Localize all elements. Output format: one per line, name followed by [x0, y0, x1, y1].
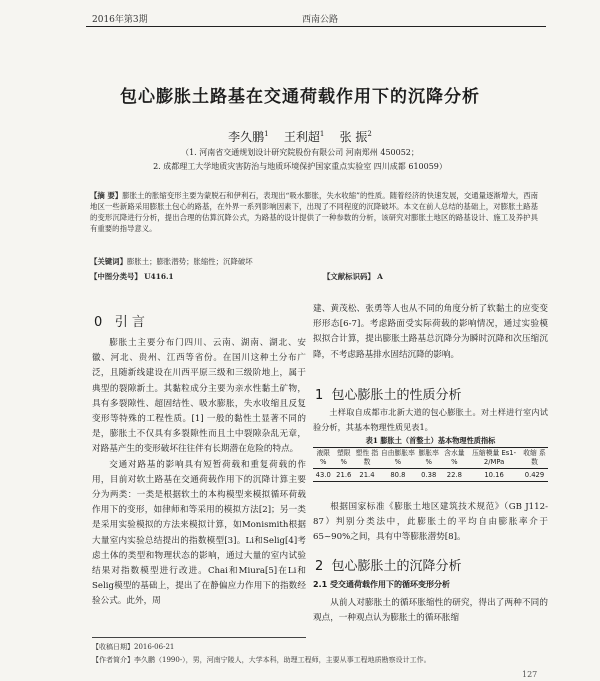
article-title: 包心膨胀土路基在交通荷载作用下的沉降分析 — [120, 87, 480, 107]
paragraph: 从前人对膨胀土的循环胀缩性的研究，得出了两种不同的观点，一种观点认为膨胀土的循环胀缩 — [313, 598, 548, 624]
table-header: 膨胀率 % — [416, 448, 442, 469]
classification-number — [90, 271, 174, 282]
paragraph: 建、黄茂松、张勇等人也从不同的角度分析了软黏土的应变变形形态[6-7]。考虑路面受实际荷载的影响情况，通过实验模拟拟合计算，提出膨胀土路基总沉降分为瞬时沉降和次压缩沉降，不考虑路基排水固结沉降的影响。 — [313, 304, 548, 360]
affiliation-1: （1. 河南省交通规划设计研究院股份有限公司 河南郑州 450052； — [181, 148, 419, 157]
keywords-label: 【关键词】 — [90, 257, 127, 266]
author-mark: 1 — [319, 130, 325, 138]
table-caption: 表1 膨胀土（首整土）基本物理性质指标 — [365, 436, 496, 445]
table-header: 塑性 指数 — [354, 448, 380, 469]
table-header: 塑限 % — [334, 448, 355, 469]
intro-continued — [313, 302, 548, 363]
document-code — [323, 271, 383, 282]
table-header: 液限 % — [313, 448, 334, 469]
classification-label: 【中图分类号】 — [90, 272, 142, 281]
section-heading-settlement — [315, 555, 462, 574]
paragraph: 土样取自成都市北新大道的包心膨胀土。对土样进行室内试验分析，其基本物理性质见表1。 — [313, 407, 548, 433]
table-cell: 21.4 — [354, 469, 380, 482]
table-header: 自由膨胀率 % — [380, 448, 416, 469]
paragraph: 交通对路基的影响具有短暂荷载和重复荷载的作用，目前对软土路基在交通荷载作用下的沉降计算主要分为两类：一类是根据软土的本构模型来模拟循环荷载作用下的变形，如律师和等采用的模拟方法[2]；另一类是采用实验模拟的方法来模拟计算，如Monismith根据大量室内实验总结提出的指数模型[3]。Li和Selig[4]考虑土体的类型和物理状态的影响，通过大量的室内试验结果对指数模型进行改进。Chai和Miura[5]在Li和Selig模型的基础上，提出了在静偏应力作用下的指数经验公式。此外，周 — [92, 459, 306, 607]
classification-value: U416.1 — [144, 272, 174, 281]
intro-body — [92, 336, 306, 610]
subsection-heading: 2.1 受交通荷载作用下的循环变形分析 — [313, 580, 450, 589]
settlement-paragraph — [313, 596, 548, 626]
header-rule — [86, 26, 546, 27]
footnote-rule — [92, 637, 306, 638]
doc-code-value: A — [377, 272, 383, 281]
section-title: 包心膨胀土的沉降分析 — [331, 559, 462, 574]
classification-paragraph — [313, 500, 548, 546]
author-name: 李久鹏 — [228, 130, 265, 144]
section-title: 包心膨胀土的性质分析 — [331, 388, 462, 403]
table-header: 压缩模量 Es1-2/MPa — [467, 448, 521, 469]
author-line — [0, 128, 600, 145]
section-number: 1 — [315, 388, 324, 403]
table-cell: 10.16 — [467, 469, 521, 482]
table-row — [313, 469, 548, 482]
table-header: 收缩 系数 — [521, 448, 548, 469]
properties-paragraph — [313, 405, 548, 435]
section-number: 2 — [315, 559, 324, 574]
doc-code-label: 【文献标识码】 — [323, 272, 375, 281]
author-mark: 2 — [367, 130, 372, 138]
abstract-label: 【摘 要】 — [90, 191, 123, 200]
affiliation-2: 2. 成都理工大学地质灾害防治与地质环境保护国家重点实验室 四川成都 610059） — [153, 162, 447, 171]
section-heading-properties — [315, 384, 462, 403]
abstract-text: 膨胀土的胀缩变形主要为蒙脱石和伊利石，表现出“吸水膨胀，失水收缩”的性质。随着经济的快速发展，交通量逐渐增大，西南地区一些新路采用膨胀土包心的路基，在外界一系列影响因素下，出现了不同程度的沉降破坏。本文在前人总结的基础上，对膨胀土路基的变形沉降进行分析，提出合理的估算沉降公式，为路基的设计提供了一种参数的分析，该研究对膨胀土地区的路基设计、施工及养护具有重要的指导意义。 — [90, 191, 539, 233]
table-cell: 43.0 — [313, 469, 334, 482]
table-cell: 80.8 — [380, 469, 416, 482]
keywords-text: 膨胀土；膨胀潜势；胀缩性；沉降破坏 — [126, 257, 253, 266]
author-mark: 1 — [264, 130, 269, 138]
footnote-received: 【收稿日期】2016-06-21 — [92, 643, 175, 651]
issue-label: 2016年第3期 — [92, 15, 148, 25]
footnote-author: 【作者简介】李久鹏（1990-），男，河南宁陵人，大学本科，助理工程师，主要从事工程地质勘察设计工作。 — [92, 656, 431, 664]
author-name: 张 振 — [339, 130, 368, 144]
author-name: 王利超 — [283, 130, 320, 144]
paragraph: 根据国家标准《膨胀土地区建筑技术规范》（GB J112-87）判别分类法中，此膨胀土的平均自由膨胀率介于65~90%之间，具有中等膨胀潜势[8]。 — [313, 502, 548, 543]
section-number: 0 — [94, 315, 103, 330]
table-cell: 22.8 — [442, 469, 468, 482]
table-cell: 0.38 — [416, 469, 442, 482]
table-cell: 21.6 — [334, 469, 355, 482]
keywords — [90, 256, 253, 267]
section-heading-intro — [94, 311, 145, 330]
journal-name: 西南公路 — [302, 15, 339, 25]
section-title: 引 言 — [114, 315, 145, 330]
table-cell: 0.429 — [521, 469, 548, 482]
table-header-row — [313, 448, 548, 469]
properties-table — [313, 447, 548, 482]
paragraph: 膨胀土主要分布门四川、云南、湖南、湖北、安徽、河北、贵州、江西等省份。在国川这种土分布广泛，且随新线建设在川西平原三级和三级阶地上，属于典型的裂隙新土。其黏粒成分主要为亲水性黏土矿物，具有多裂隙性、超固结性、吸水膨胀，失水收缩且反复变形等特殊的工程性质。[1] 一般的黏性土显著不同的是，膨胀土不仅具有多裂隙性而且土中裂隙杂乱无章，对路基产生的变形破坏往往伴有长期潜在危险的特点。 — [92, 338, 306, 455]
page-number: 127 — [522, 670, 538, 679]
abstract — [90, 190, 538, 234]
table-header: 含水量 % — [442, 448, 468, 469]
